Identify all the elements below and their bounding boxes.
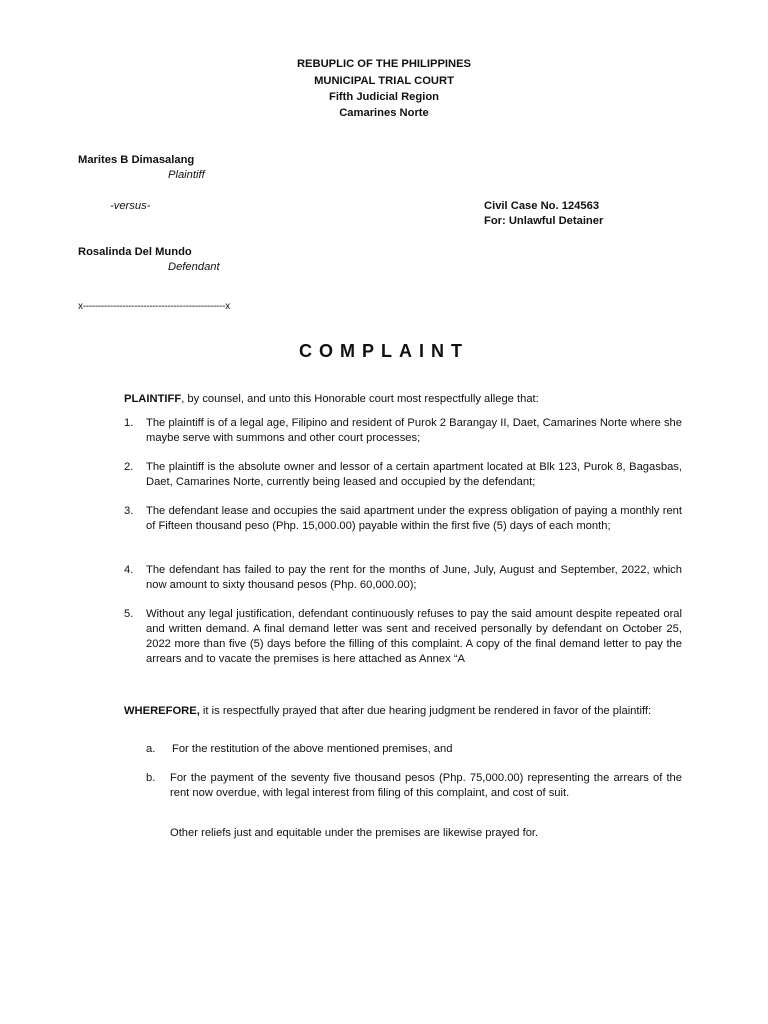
case-number: Civil Case No. 124563 [484, 200, 600, 212]
court-header-line-3: Fifth Judicial Region [328, 91, 439, 103]
allegation-1-text: The plaintiff is of a legal age, Filipino and resident of Purok 2 Barangay II, Daet, Camarines Norte where she maybe serve with summons and other court processes; [146, 417, 682, 444]
allegation-5-number: 5. [124, 608, 134, 620]
defendant-name: Rosalinda Del Mundo [78, 246, 192, 258]
prayer-item-a-letter: a. [146, 743, 156, 755]
prayer-item-b-letter: b. [146, 772, 156, 784]
intro-bold: PLAINTIFF [124, 393, 182, 405]
allegation-4-text: The defendant has failed to pay the rent for the months of June, July, August and September, 2022, which now amount to sixty thousand pesos (Php. 60,000.00); [146, 564, 682, 591]
allegation-3-number: 3. [124, 505, 134, 517]
other-reliefs: Other reliefs just and equitable under the premises are likewise prayed for. [170, 827, 539, 839]
court-header-line-2: MUNICIPAL TRIAL COURT [314, 75, 454, 87]
prayer-text: it is respectfully prayed that after due hearing judgment be rendered in favor of the plaintiff: [199, 705, 652, 717]
allegation-5-text: Without any legal justification, defendant continuously refuses to pay the said amount despite repeated oral and written demand. A final demand letter was sent and received personally by defendant on October 25, 2022 more than five (5) days before the filling of this complaint. A copy of the final demand letter to pay the arrears and to vacate the premises is here attached as Annex “A [146, 608, 682, 665]
prayer-item-a-text: For the restitution of the above mentioned premises, and [172, 743, 453, 755]
allegation-2-text: The plaintiff is the absolute owner and lessor of a certain apartment located at Blk 123, Purok 8, Bagasbas, Daet, Camarines Norte, currently being leased and occupied by the defendant; [146, 461, 682, 488]
case-type: For: Unlawful Detainer [484, 215, 604, 227]
allegation-2-number: 2. [124, 461, 134, 473]
allegation-3-text: The defendant lease and occupies the said apartment under the express obligation of paying a monthly rent of Fifteen thousand peso (Php. 15,000.00) payable within the first five (5) days of each month; [146, 505, 682, 532]
versus-label: -versus- [110, 200, 151, 212]
plaintiff-role: Plaintiff [168, 169, 205, 181]
court-header-line-1: REBUPLIC OF THE PHILIPPINES [296, 58, 472, 70]
prayer-paragraph [78, 704, 682, 719]
prayer-item-b-text: For the payment of the seventy five thousand pesos (Php. 75,000.00) representing the arrears of the rent now overdue, with legal interest from filing of this complaint, and cost of suit. [170, 772, 682, 799]
court-header-line-4: Camarines Norte [339, 107, 429, 119]
intro-paragraph [124, 392, 684, 407]
caption-separator: x-----------------------------------------------x [78, 301, 230, 312]
intro-text: , by counsel, and unto this Honorable court most respectfully allege that: [181, 393, 539, 405]
defendant-role: Defendant [168, 261, 220, 273]
document-title: COMPLAINT [299, 341, 469, 361]
allegation-4-number: 4. [124, 564, 134, 576]
allegation-1-number: 1. [124, 417, 134, 429]
prayer-bold: WHEREFORE, [124, 705, 200, 717]
plaintiff-name: Marites B Dimasalang [78, 154, 195, 166]
